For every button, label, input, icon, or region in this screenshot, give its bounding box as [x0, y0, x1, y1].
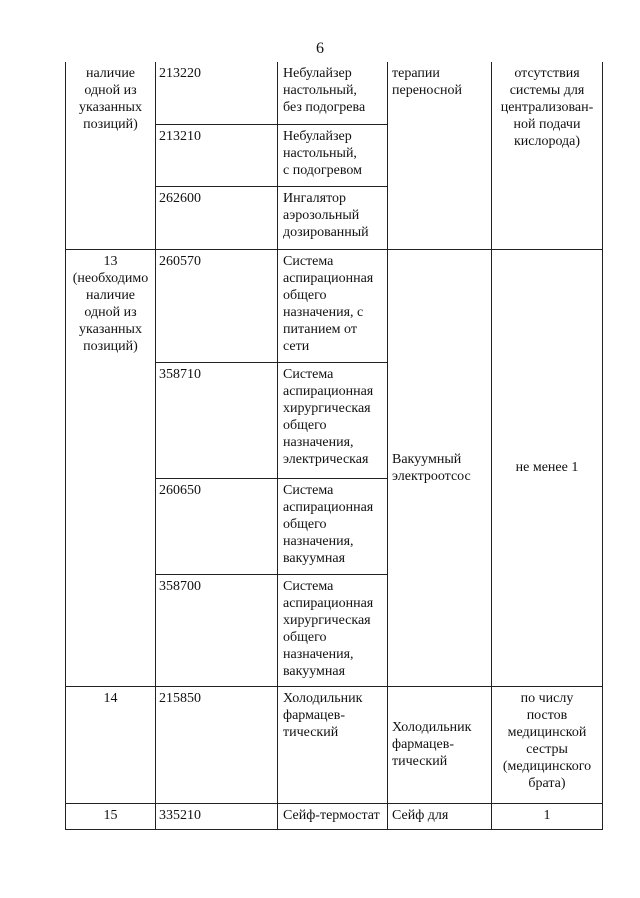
page-number: 6 — [316, 40, 324, 57]
name-cell: Сейф-термостат — [278, 803, 388, 829]
category-cell: Холодильник фармацев- тический — [388, 686, 492, 803]
table-row — [66, 803, 603, 829]
quantity-cell: по числу постов медицинской сестры (медицинского брата) — [492, 686, 603, 803]
quantity-cell: 1 — [492, 803, 603, 829]
name-cell: Система аспирационная общего назначения, с питанием от сети — [278, 249, 388, 362]
code-cell: 260650 — [156, 478, 278, 574]
quantity-cell: не менее 1 — [492, 249, 603, 686]
code-cell: 260570 — [156, 249, 278, 362]
name-cell: Ингалятор аэрозольный дозированный — [278, 186, 388, 249]
category-cell: Вакуумный электроотсос — [388, 249, 492, 686]
code-cell: 213220 — [156, 62, 278, 124]
code-cell: 358710 — [156, 362, 278, 478]
code-cell: 215850 — [156, 686, 278, 803]
group-cell: 13 (необходимо наличие одной из указанных позиций) — [66, 249, 156, 686]
code-cell: 358700 — [156, 574, 278, 686]
name-cell: Небулайзер настольный, без подогрева — [278, 62, 388, 124]
group-cell: наличие одной из указанных позиций) — [66, 62, 156, 249]
name-cell: Система аспирационная хирургическая общего назначения, вакуумная — [278, 574, 388, 686]
code-cell: 335210 — [156, 803, 278, 829]
table-row — [66, 249, 603, 362]
name-cell: Система аспирационная хирургическая общего назначения, электрическая — [278, 362, 388, 478]
name-cell: Небулайзер настольный, с подогревом — [278, 124, 388, 186]
group-cell: 15 — [66, 803, 156, 829]
equipment-table — [65, 62, 603, 830]
group-cell: 14 — [66, 686, 156, 803]
name-cell: Система аспирационная общего назначения, вакуумная — [278, 478, 388, 574]
code-cell: 262600 — [156, 186, 278, 249]
table-row — [66, 62, 603, 124]
table-row — [66, 686, 603, 803]
quantity-cell: отсутствия системы для централизован- ной подачи кислорода) — [492, 62, 603, 249]
category-cell: терапии переносной — [388, 62, 492, 249]
code-cell: 213210 — [156, 124, 278, 186]
name-cell: Холодильник фармацев- тический — [278, 686, 388, 803]
category-cell: Сейф для — [388, 803, 492, 829]
